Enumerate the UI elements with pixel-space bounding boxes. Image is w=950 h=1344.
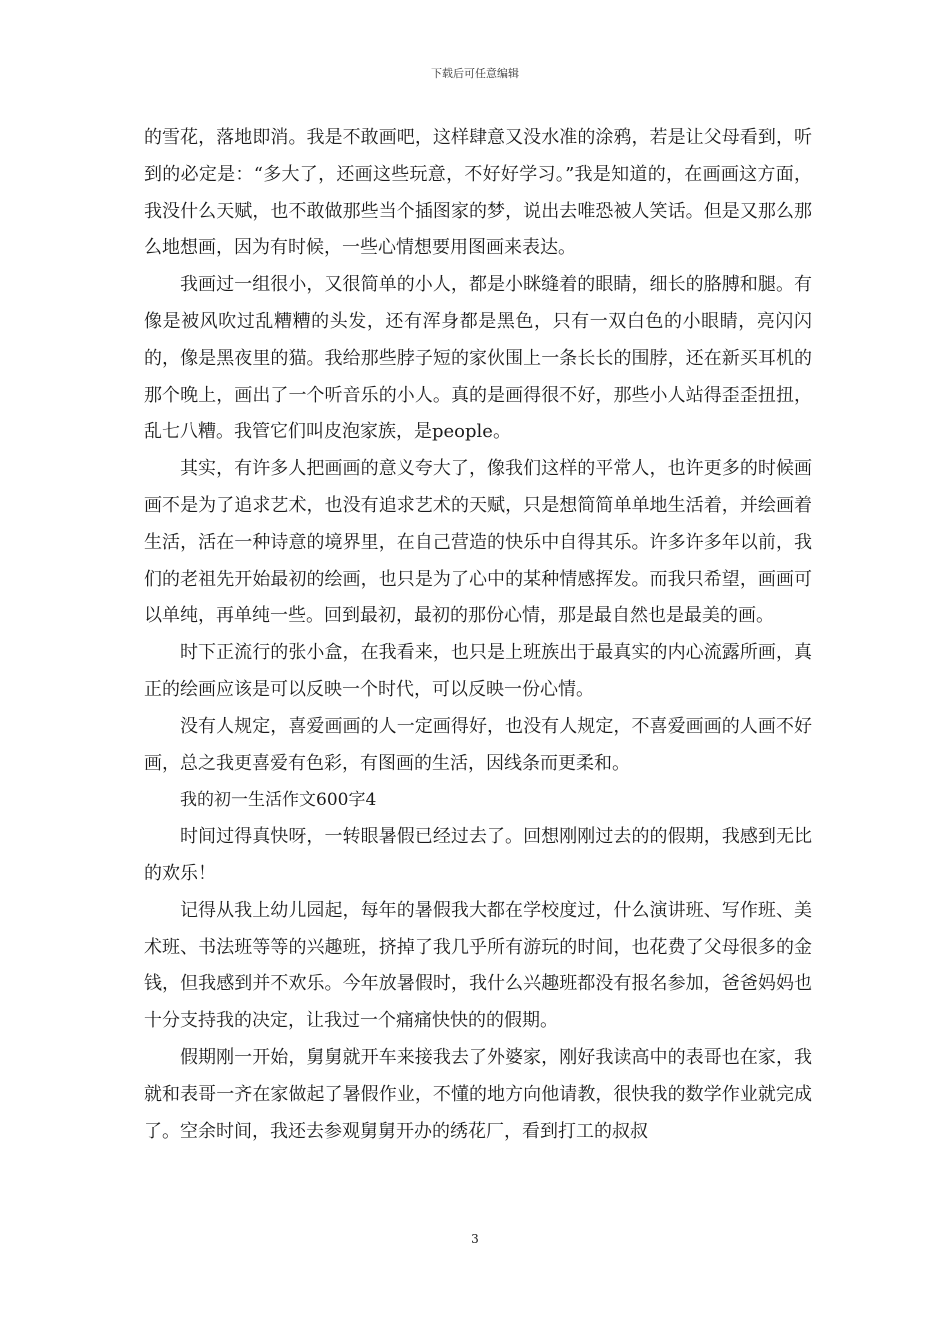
section-title: 我的初一生活作文600字4: [180, 790, 377, 811]
paragraph-5: 没有人规定，喜爱画画的人一定画得好，也没有人规定，不喜爱画画的人画不好画，总之我更喜爱有色彩，有图画的生活，因线条而更柔和。: [144, 715, 812, 774]
paragraph-2: 我画过一组很小，又很简单的小人，都是小眯缝着的眼睛，细长的胳膊和腿。有像是被风吹过乱糟糟的头发，还有浑身都是黑色，只有一双白色的小眼睛，亮闪闪的，像是黑夜里的猫。我给那些脖子短的家伙围上一条长长的围脖，还在新买耳机的那个晚上，画出了一个听音乐的小人。真的是画得很不好，那些小人站得歪歪扭扭，乱七八糟。我管它们叫皮泡家族，是people。: [144, 274, 812, 443]
paragraph-4: 时下正流行的张小盒，在我看来，也只是上班族出于最真实的内心流露所画，真正的绘画应该是可以反映一个时代，可以反映一份心情。: [144, 642, 812, 700]
paragraph-7: 记得从我上幼儿园起，每年的暑假我大都在学校度过，什么演讲班、写作班、美术班、书法班等等的兴趣班，挤掉了我几乎所有游玩的时间，也花费了父母很多的金钱，但我感到并不欢乐。今年放暑假时，我什么兴趣班都没有报名参加，爸爸妈妈也十分支持我的决定，让我过一个痛痛快快的的假期。: [144, 899, 812, 1032]
paragraph-3: 其实，有许多人把画画的意义夸大了，像我们这样的平常人，也许更多的时候画画不是为了追求艺术，也没有追求艺术的天赋，只是想简简单单地生活着，并绘画着生活，活在一种诗意的境界里，在自己营造的快乐中自得其乐。许多许多年以前，我们的老祖先开始最初的绘画，也只是为了心中的某种情感挥发。而我只希望，画画可以单纯，再单纯一些。回到最初，最初的那份心情，那是最自然也是最美的画。: [144, 458, 812, 627]
paragraph-1: 的雪花，落地即消。我是不敢画吧，这样肆意又没水准的涂鸦，若是让父母看到，听到的必定是：“多大了，还画这些玩意，不好好学习。”我是知道的，在画画这方面，我没什么天赋，也不敢做那些当个插图家的梦，说出去唯恐被人笑话。但是又那么那么地想画，因为有时候，一些心情想要用图画来表达。: [144, 127, 812, 259]
document-body: [144, 120, 812, 1150]
paragraph-6: 时间过得真快呀，一转眼暑假已经过去了。回想刚刚过去的的假期，我感到无比的欢乐！: [144, 826, 812, 884]
page-header: 下载后可任意编辑: [431, 67, 519, 80]
page-number: 3: [471, 1232, 479, 1246]
paragraph-8: 假期刚一开始，舅舅就开车来接我去了外婆家，刚好我读高中的表哥也在家，我就和表哥一齐在家做起了暑假作业，不懂的地方向他请教，很快我的数学作业就完成了。空余时间，我还去参观舅舅开办的绣花厂，看到打工的叔叔: [144, 1046, 812, 1142]
